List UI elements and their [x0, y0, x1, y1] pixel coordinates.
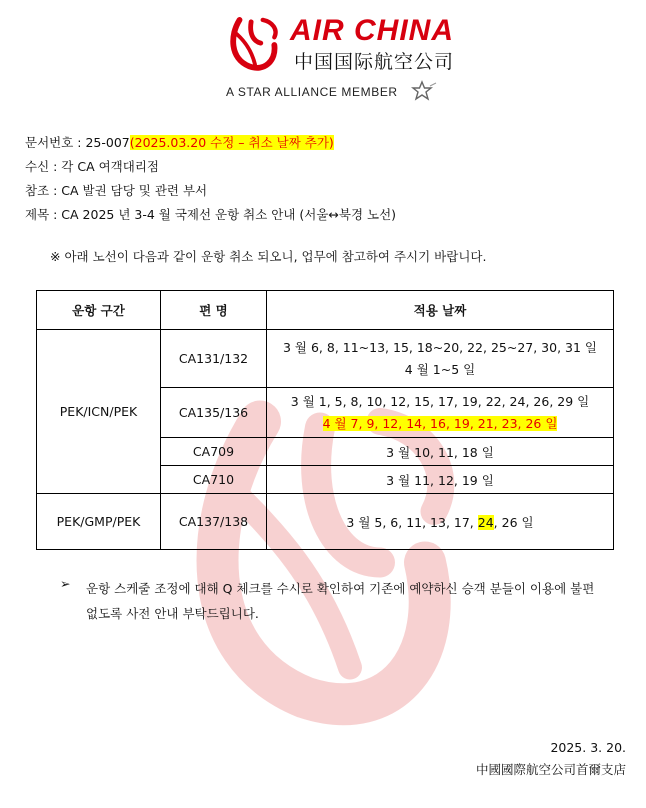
table-header-row — [37, 291, 614, 330]
table-row — [37, 494, 614, 550]
flight-cell: CA710 — [161, 466, 267, 494]
flight-cell: CA135/136 — [161, 388, 267, 438]
reference-line: 참조 : CA 발권 담당 및 관련 부서 — [25, 183, 208, 198]
header-route: 운항 구간 — [37, 291, 161, 330]
issue-date: 2025. 3. 20. — [550, 740, 626, 755]
bullet-text: 운항 스케줄 조정에 대해 Q 체크를 수시로 확인하여 기존에 예약하신 승객 분들이 이용에 불편 없도록 사전 안내 부탁드립니다. — [86, 581, 595, 621]
dates-line: 3 월 1, 5, 8, 10, 12, 15, 17, 19, 22, 24, 26, 29 일 — [290, 393, 590, 409]
route-cell: PEK/ICN/PEK — [37, 330, 161, 494]
added-dates-highlight: 4 월 7, 9, 12, 14, 16, 19, 21, 23, 26 일 — [322, 415, 558, 431]
notice-text: ※ 아래 노선이 다음과 같이 운항 취소 되오니, 업무에 참고하여 주시기 바랍니다. — [50, 249, 487, 264]
added-date-highlight: 24 — [477, 514, 494, 530]
header-flight: 편 명 — [161, 291, 267, 330]
flight-cell: CA709 — [161, 438, 267, 466]
dates-cell — [267, 330, 614, 388]
header-dates: 적용 날짜 — [267, 291, 614, 330]
subject-line: 제목 : CA 2025 년 3-4 월 국제선 운항 취소 안내 (서울↔북경 노선) — [25, 207, 397, 222]
dates-cell: 3 월 5, 6, 11, 13, 17, 24, 26 일 — [267, 494, 614, 550]
brand-name-english: AIR CHINA — [290, 14, 454, 47]
brand-name-chinese: 中国国际航空公司 — [294, 51, 455, 73]
table-row — [37, 330, 614, 388]
star-alliance-text: A STAR ALLIANCE MEMBER — [226, 85, 398, 99]
dates-cell: 3 월 11, 12, 19 일 — [267, 466, 614, 494]
issuing-office: 中國國際航空公司首爾支店 — [475, 762, 626, 777]
flight-cell: CA131/132 — [161, 330, 267, 388]
document-number-label: 문서번호 : 25-007 — [25, 135, 130, 150]
dates-line: 4 월 1~5 일 — [404, 361, 476, 377]
document-number — [25, 133, 334, 151]
recipient-line: 수신 : 각 CA 여객대리점 — [25, 159, 159, 174]
dates-cell: 3 월 10, 11, 18 일 — [267, 438, 614, 466]
star-alliance-icon — [410, 80, 438, 102]
revision-note: (2025.03.20 수정 – 취소 날짜 추가) — [129, 135, 334, 150]
cancellation-table — [36, 290, 614, 550]
flight-cell: CA137/138 — [161, 494, 267, 550]
dates-line: 3 월 6, 8, 11~13, 15, 18~20, 22, 25~27, 30, 31 일 — [283, 339, 597, 355]
dates-cell — [267, 388, 614, 438]
route-cell: PEK/GMP/PEK — [37, 494, 161, 550]
bullet-arrow-icon: ➢ — [60, 576, 71, 591]
air-china-phoenix-icon — [226, 16, 284, 76]
